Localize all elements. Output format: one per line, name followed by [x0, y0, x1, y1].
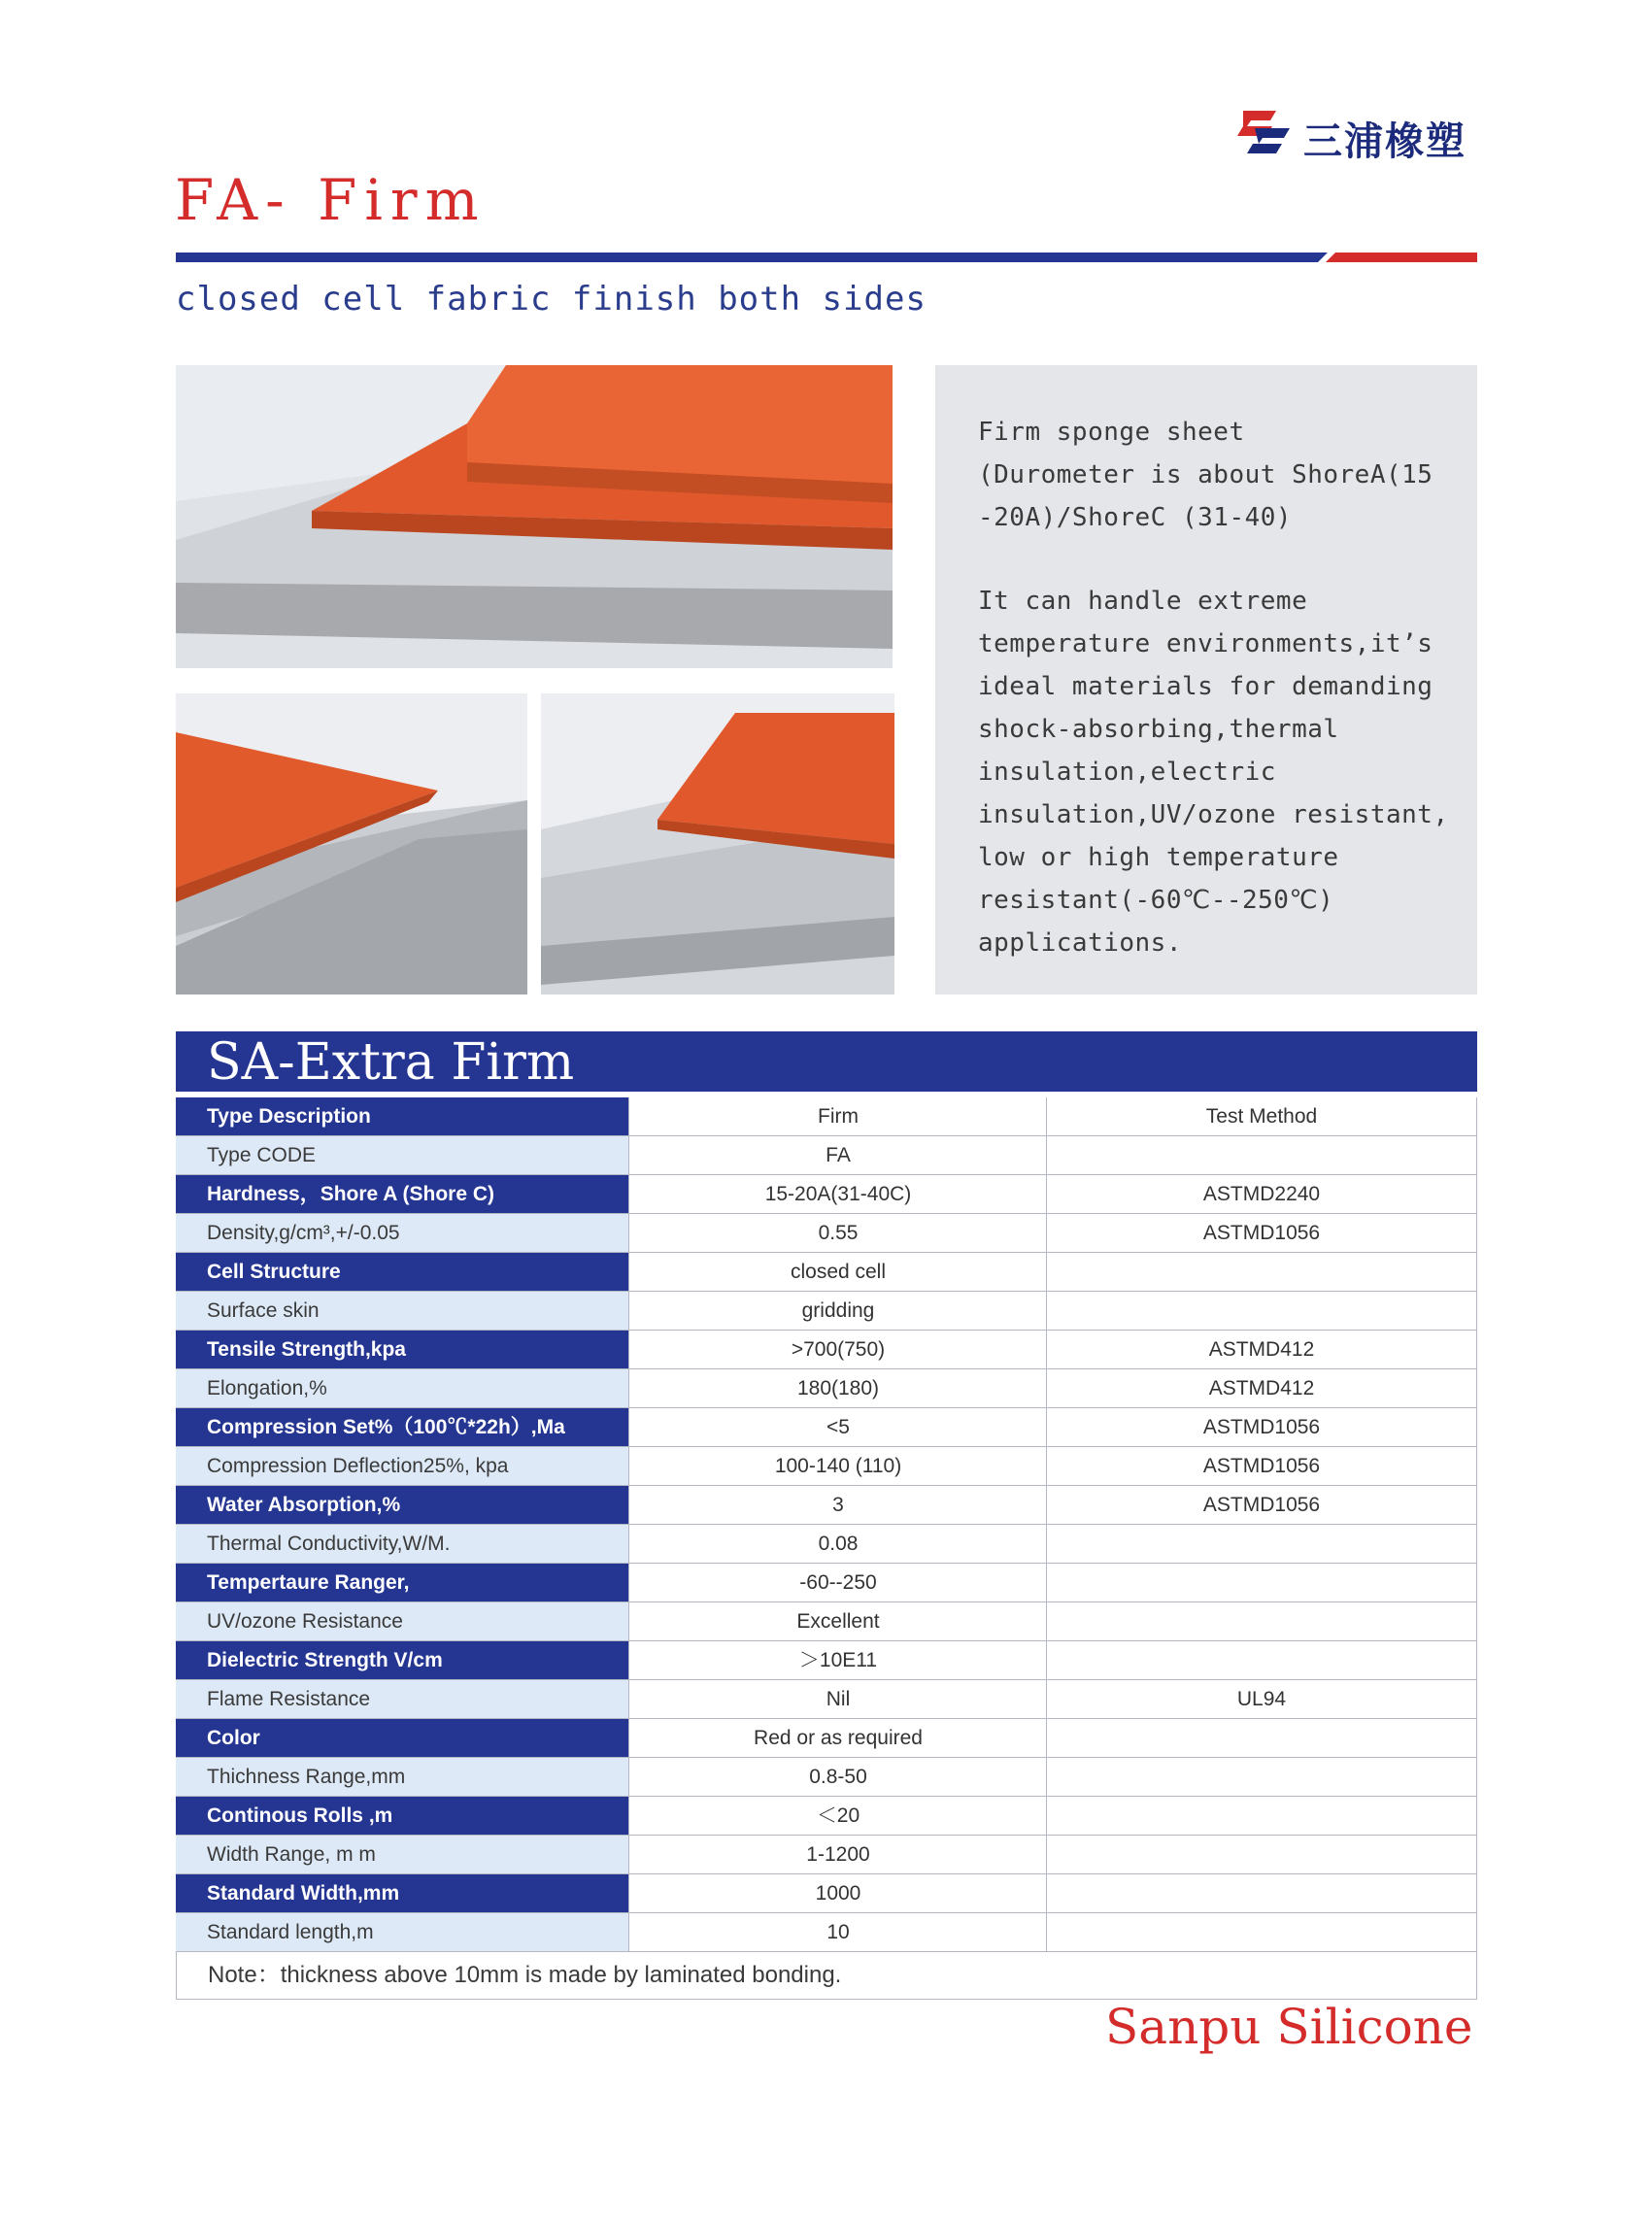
table-row [176, 1525, 1477, 1564]
row-label: Dielectric Strength V/cm [176, 1641, 628, 1679]
row-test-method [1046, 1758, 1477, 1796]
row-test-method: ASTMD1056 [1046, 1214, 1477, 1252]
row-label: Color [176, 1719, 628, 1757]
table-row [176, 1136, 1477, 1175]
table-row [176, 1175, 1477, 1214]
description-line: (Durometer is about ShoreA(15 [978, 460, 1433, 489]
description-line: resistant(-60℃--250℃) [978, 886, 1334, 915]
row-value: Nil [628, 1680, 1047, 1718]
row-label: Type Description [176, 1097, 628, 1135]
row-label: Compression Set%（100℃*22h）,Ma [176, 1408, 628, 1446]
product-photo-main [176, 365, 893, 668]
title-divider [176, 253, 1477, 262]
row-value: 0.55 [628, 1214, 1047, 1252]
row-test-method: ASTMD1056 [1046, 1447, 1477, 1485]
table-row [176, 1758, 1477, 1797]
description-line: temperature environments,it’s [978, 629, 1433, 658]
row-label: Hardness，Shore A (Shore C) [176, 1175, 628, 1213]
footer-brand: Sanpu Silicone [1105, 1999, 1473, 2055]
description-line: low or high temperature [978, 843, 1339, 872]
row-value: <5 [628, 1408, 1047, 1446]
table-row [176, 1564, 1477, 1602]
row-label: Thermal Conductivity,W/M. [176, 1525, 628, 1563]
table-note-row [176, 1952, 1477, 2000]
row-label: UV/ozone Resistance [176, 1602, 628, 1640]
row-value: 100-140 (110) [628, 1447, 1047, 1485]
description-line: Firm sponge sheet [978, 418, 1245, 447]
table-row [176, 1874, 1477, 1913]
row-value: 0.8-50 [628, 1758, 1047, 1796]
row-test-method [1046, 1797, 1477, 1835]
row-label: Cell Structure [176, 1253, 628, 1291]
row-value: FA [628, 1136, 1047, 1174]
table-row [176, 1602, 1477, 1641]
row-test-method: ASTMD2240 [1046, 1175, 1477, 1213]
row-test-method: Test Method [1046, 1097, 1477, 1135]
row-label: Standard length,m [176, 1913, 628, 1951]
table-row [176, 1797, 1477, 1836]
row-test-method [1046, 1136, 1477, 1174]
product-photo-right [541, 693, 894, 995]
table-banner [176, 1031, 1477, 1092]
row-test-method [1046, 1525, 1477, 1563]
row-test-method: ASTMD412 [1046, 1331, 1477, 1368]
table-row [176, 1097, 1477, 1136]
row-label: Elongation,% [176, 1369, 628, 1407]
logo-text: 三浦橡塑 [1303, 119, 1467, 164]
row-value: 1-1200 [628, 1836, 1047, 1873]
row-value: gridding [628, 1292, 1047, 1330]
description-line: insulation,electric [978, 758, 1276, 787]
table-row [176, 1486, 1477, 1525]
row-label: Density,g/cm³,+/-0.05 [176, 1214, 628, 1252]
row-value: Excellent [628, 1602, 1047, 1640]
row-test-method [1046, 1836, 1477, 1873]
row-label: Standard Width,mm [176, 1874, 628, 1912]
table-row [176, 1331, 1477, 1369]
row-value: >700(750) [628, 1331, 1047, 1368]
row-label: Continous Rolls ,m [176, 1797, 628, 1835]
row-test-method [1046, 1641, 1477, 1679]
row-value: -60--250 [628, 1564, 1047, 1601]
row-label: Tensile Strength,kpa [176, 1331, 628, 1368]
description-line: -20A)/ShoreC (31-40) [978, 503, 1293, 532]
description-line: It can handle extreme [978, 587, 1308, 616]
row-value: 3 [628, 1486, 1047, 1524]
table-row [176, 1836, 1477, 1874]
sp-logo-icon [1233, 105, 1294, 159]
description-line: ideal materials for demanding [978, 672, 1433, 701]
row-label: Water Absorption,% [176, 1486, 628, 1524]
row-value: 15-20A(31-40C) [628, 1175, 1047, 1213]
description-panel [935, 365, 1477, 995]
row-label: Type CODE [176, 1136, 628, 1174]
row-value: 1000 [628, 1874, 1047, 1912]
row-test-method: ASTMD1056 [1046, 1486, 1477, 1524]
description-line: shock-absorbing,thermal [978, 715, 1339, 744]
table-row [176, 1913, 1477, 1952]
row-label: Tempertaure Ranger, [176, 1564, 628, 1601]
row-value: ＞10E11 [628, 1641, 1047, 1679]
table-row [176, 1719, 1477, 1758]
row-test-method: UL94 [1046, 1680, 1477, 1718]
row-value: 10 [628, 1913, 1047, 1951]
table-row [176, 1641, 1477, 1680]
row-test-method: ASTMD1056 [1046, 1408, 1477, 1446]
row-test-method [1046, 1292, 1477, 1330]
row-label: Surface skin [176, 1292, 628, 1330]
table-banner-title: SA-Extra Firm [207, 1033, 575, 1092]
row-test-method [1046, 1913, 1477, 1951]
table-note: Note：thickness above 10mm is made by laminated bonding. [208, 1962, 842, 1988]
table-row [176, 1408, 1477, 1447]
row-label: Compression Deflection25%, kpa [176, 1447, 628, 1485]
description-line: applications. [978, 928, 1182, 958]
table-row [176, 1253, 1477, 1292]
spec-table [176, 1097, 1477, 2000]
row-value: Firm [628, 1097, 1047, 1135]
table-row [176, 1680, 1477, 1719]
row-test-method [1046, 1564, 1477, 1601]
table-row [176, 1369, 1477, 1408]
row-value: 180(180) [628, 1369, 1047, 1407]
row-value: ＜20 [628, 1797, 1047, 1835]
table-row [176, 1447, 1477, 1486]
row-value: Red or as required [628, 1719, 1047, 1757]
row-test-method [1046, 1253, 1477, 1291]
description-line: insulation,UV/ozone resistant, [978, 800, 1449, 829]
row-test-method [1046, 1719, 1477, 1757]
page-title: FA- Firm [175, 167, 487, 233]
page-subtitle: closed cell fabric finish both sides [176, 280, 927, 319]
row-label: Flame Resistance [176, 1680, 628, 1718]
row-label: Width Range, m m [176, 1836, 628, 1873]
row-test-method [1046, 1602, 1477, 1640]
row-test-method: ASTMD412 [1046, 1369, 1477, 1407]
row-test-method [1046, 1874, 1477, 1912]
table-row [176, 1214, 1477, 1253]
row-value: 0.08 [628, 1525, 1047, 1563]
table-row [176, 1292, 1477, 1331]
row-label: Thichness Range,mm [176, 1758, 628, 1796]
product-photo-left [176, 693, 527, 995]
row-value: closed cell [628, 1253, 1047, 1291]
company-logo [1233, 105, 1486, 163]
